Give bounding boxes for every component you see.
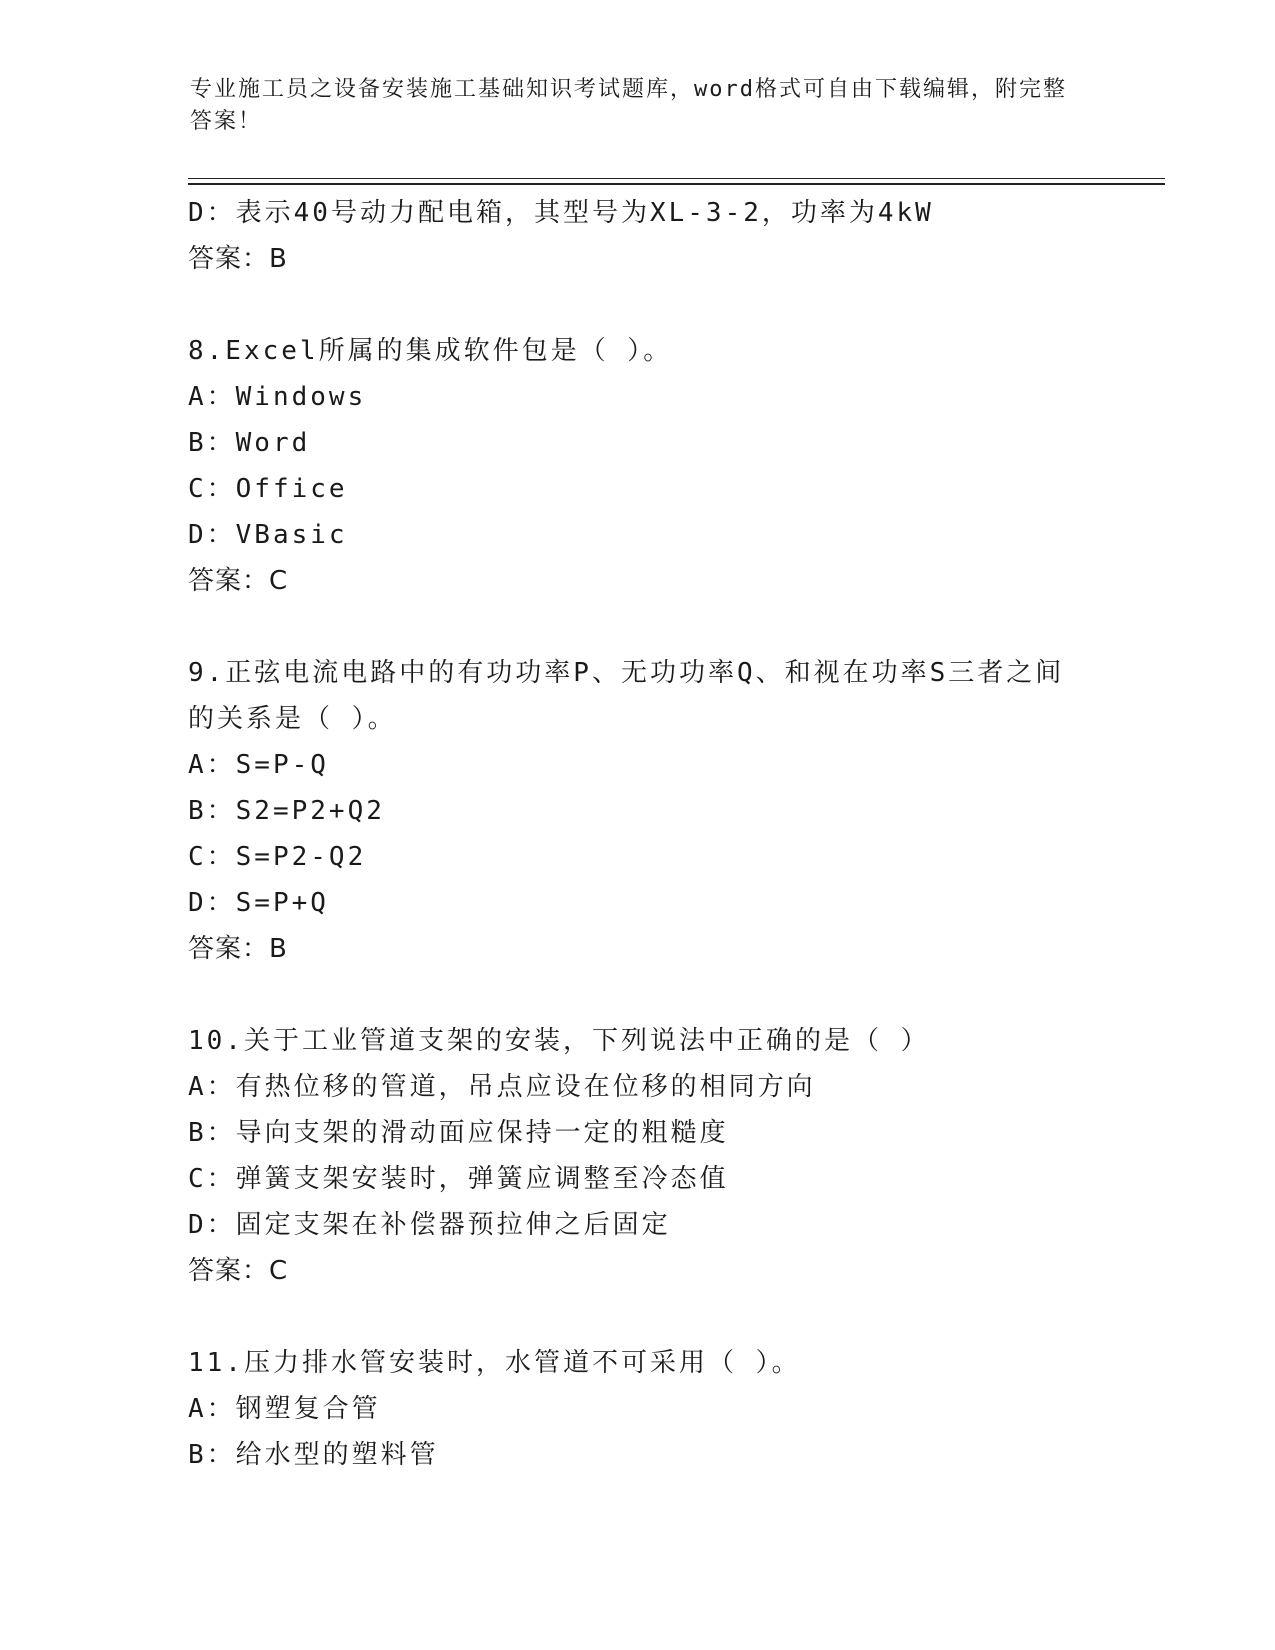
question-list — [188, 190, 1148, 1478]
header-divider-thin — [188, 178, 1165, 179]
question-9-option-d: D：S=P+Q — [188, 888, 329, 918]
question-10-option-c: C：弹簧支架安装时，弹簧应调整至冷态值 — [188, 1164, 729, 1194]
question-8-stem: 8.Excel所属的集成软件包是（ ）。 — [188, 336, 673, 366]
question-8-option-a: A：Windows — [188, 382, 367, 412]
question-10-stem: 10.关于工业管道支架的安装，下列说法中正确的是（ ） — [188, 1026, 930, 1056]
answer: 答案：B — [188, 244, 288, 274]
question-9-option-b: B：S2=P2+Q2 — [188, 796, 385, 826]
question-11-option-b: B：给水型的塑料管 — [188, 1440, 439, 1470]
question-9-answer: 答案：B — [188, 934, 288, 964]
question-10-option-b: B：导向支架的滑动面应保持一定的粗糙度 — [188, 1118, 729, 1148]
question-11-option-a: A：钢塑复合管 — [188, 1394, 381, 1424]
question-10-option-a: A：有热位移的管道，吊点应设在位移的相同方向 — [188, 1072, 816, 1102]
question-11-stem: 11.压力排水管安装时，水管道不可采用（ ）。 — [188, 1348, 801, 1378]
header-divider-thick — [188, 183, 1165, 185]
question-10-answer: 答案：C — [188, 1256, 289, 1286]
question-9-option-a: A：S=P-Q — [188, 750, 329, 780]
question-10-option-d: D：固定支架在补偿器预拉伸之后固定 — [188, 1210, 671, 1240]
option-d: D：表示40号动力配电箱，其型号为XL-3-2，功率为4kW — [188, 198, 934, 228]
question-8-answer: 答案：C — [188, 566, 289, 596]
question-8-option-c: C：Office — [188, 474, 348, 504]
question-8-option-d: D：VBasic — [188, 520, 348, 550]
question-9-stem-line-1: 9.正弦电流电路中的有功功率P、无功功率Q、和视在功率S三者之间 — [188, 658, 1065, 688]
document-header: 专业施工员之设备安装施工基础知识考试题库，word格式可自由下载编辑，附完整答案！ — [190, 77, 1067, 134]
question-8-option-b: B：Word — [188, 428, 311, 458]
question-9-option-c: C：S=P2-Q2 — [188, 842, 367, 872]
question-9-stem-line-2: 的关系是（ ）。 — [188, 704, 397, 734]
